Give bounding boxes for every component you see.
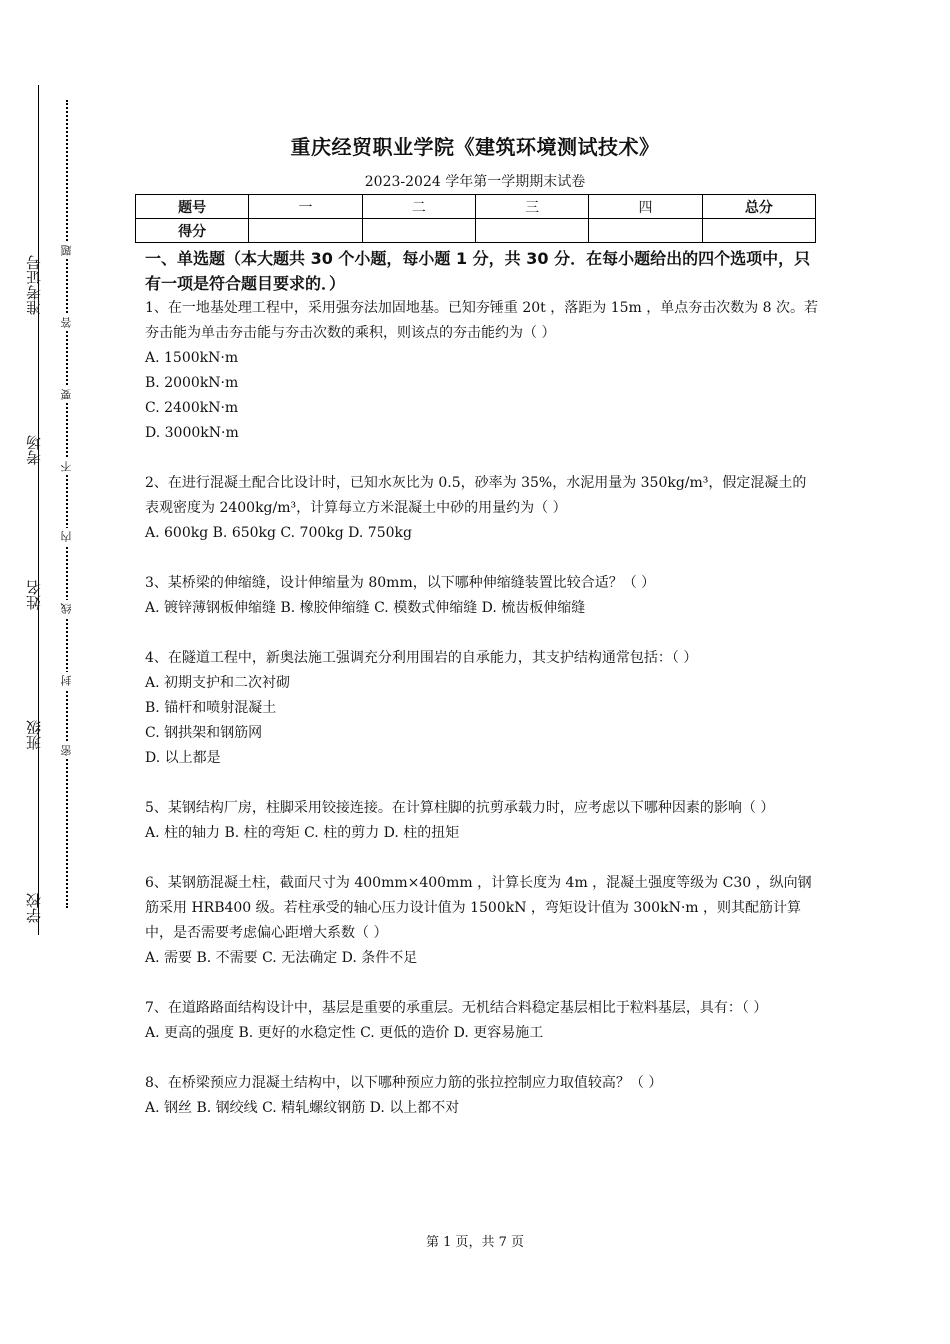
question-option: A. 更高的强度 B. 更好的水稳定性 C. 更低的造价 D. 更容易施工	[145, 1025, 544, 1041]
question-stem: 4、在隧道工程中，新奥法施工强调充分利用围岩的自承能力，其支护结构通常包括：（ ）	[145, 650, 698, 666]
question-option: D. 以上都是	[145, 750, 221, 766]
binding-line	[38, 85, 39, 935]
seal-char: 题	[58, 242, 76, 259]
question-option: A. 镀锌薄钢板伸缩缝 B. 橡胶伸缩缝 C. 模数式伸缩缝 D. 梳齿板伸缩缝	[145, 600, 586, 616]
seal-char: 封	[58, 672, 76, 689]
seal-dotted-line	[66, 100, 68, 908]
seal-char: 内	[58, 528, 76, 545]
score-cell	[475, 219, 588, 243]
score-table-score-row	[136, 219, 816, 243]
question-option: A. 需要 B. 不需要 C. 无法确定 D. 条件不足	[145, 950, 418, 966]
question-option: B. 2000kN·m	[145, 375, 239, 391]
score-header-cell: 三	[475, 195, 588, 219]
question-stem: 5、某钢结构厂房，柱脚采用铰接连接。在计算柱脚的抗剪承载力时，应考虑以下哪种因素的影响（ ）	[145, 800, 775, 816]
score-cell	[362, 219, 475, 243]
school-label: 学校	[25, 893, 43, 923]
exam-subtitle: 2023-2024 学年第一学期期末试卷	[364, 174, 586, 190]
score-header-cell: 总分	[702, 195, 815, 219]
question-5	[145, 796, 820, 846]
score-row-label: 得分	[136, 219, 249, 243]
exam-id-label: 准考证号	[25, 255, 43, 315]
score-cell	[249, 219, 362, 243]
question-7	[145, 996, 820, 1046]
question-option: B. 锚杆和喷射混凝土	[145, 700, 277, 716]
score-header-cell: 四	[589, 195, 702, 219]
question-stem: 2、在进行混凝土配合比设计时，已知水灰比为 0.5，砂率为 35%，水泥用量为 350kg/m³，假定混凝土的表观密度为 2400kg/m³，计算每立方米混凝土中砂的用量约为（ ）	[145, 475, 807, 516]
question-option: A. 初期支护和二次衬砌	[145, 675, 291, 691]
seal-char: 答	[58, 314, 76, 331]
exam-title: 重庆经贸职业学院《建筑环境测试技术》	[290, 135, 660, 159]
question-1	[145, 296, 820, 446]
page-footer: 第 1 页，共 7 页	[425, 1235, 525, 1250]
score-cell	[702, 219, 815, 243]
question-stem: 6、某钢筋混凝土柱，截面尺寸为 400mm×400mm ，计算长度为 4m ，混凝土强度等级为 C30 ，纵向钢筋采用 HRB400 级。若柱承受的轴心压力设计值为 1500kN ，弯矩设计值为 300kN·m ，则其配筋计算中，是否需要考虑偏心距增大系数（ ）	[145, 875, 812, 941]
question-option: A. 1500kN·m	[145, 350, 239, 366]
question-option: A. 600kg B. 650kg C. 700kg D. 750kg	[145, 525, 412, 541]
score-table	[135, 194, 816, 243]
score-header-cell: 题号	[136, 195, 249, 219]
question-stem: 3、某桥梁的伸缩缝，设计伸缩量为 80mm，以下哪种伸缩缝装置比较合适？（ ）	[145, 575, 656, 591]
seal-char: 不	[58, 458, 76, 475]
question-2	[145, 471, 820, 546]
question-option: C. 2400kN·m	[145, 400, 239, 416]
score-header-cell: 二	[362, 195, 475, 219]
question-list	[145, 296, 820, 1146]
score-table-header-row	[136, 195, 816, 219]
section-heading: 一、单选题（本大题共 30 个小题，每小题 1 分，共 30 分．在每小题给出的四个选项中，只有一项是符合题目要求的．）	[145, 249, 811, 293]
question-4	[145, 646, 820, 771]
question-option: A. 柱的轴力 B. 柱的弯矩 C. 柱的剪力 D. 柱的扭矩	[145, 825, 460, 841]
question-stem: 7、在道路路面结构设计中，基层是重要的承重层。无机结合料稳定基层相比于粒料基层，具有：（ ）	[145, 1000, 768, 1016]
question-option: D. 3000kN·m	[145, 425, 239, 441]
question-option: A. 钢丝 B. 钢绞线 C. 精轧螺纹钢筋 D. 以上都不对	[145, 1100, 460, 1116]
exam-room-label: 考场	[25, 435, 43, 465]
score-cell	[589, 219, 702, 243]
question-8	[145, 1071, 820, 1121]
question-stem: 1、在一地基处理工程中，采用强夯法加固地基。已知夯锤重 20t ，落距为 15m ，单点夯击次数为 8 次。若夯击能为单击夯击能与夯击次数的乘积，则该点的夯击能约为（ ）	[145, 300, 819, 341]
question-stem: 8、在桥梁预应力混凝土结构中，以下哪种预应力筋的张拉控制应力取值较高？（ ）	[145, 1075, 663, 1091]
seal-char: 要	[58, 386, 76, 403]
question-3	[145, 571, 820, 621]
seal-char: 密	[58, 742, 76, 759]
question-option: C. 钢拱架和钢筋网	[145, 725, 263, 741]
question-6	[145, 871, 820, 971]
name-label: 姓名	[25, 580, 43, 610]
class-label: 班级	[25, 720, 43, 750]
score-header-cell: 一	[249, 195, 362, 219]
seal-char: 线	[58, 600, 76, 617]
